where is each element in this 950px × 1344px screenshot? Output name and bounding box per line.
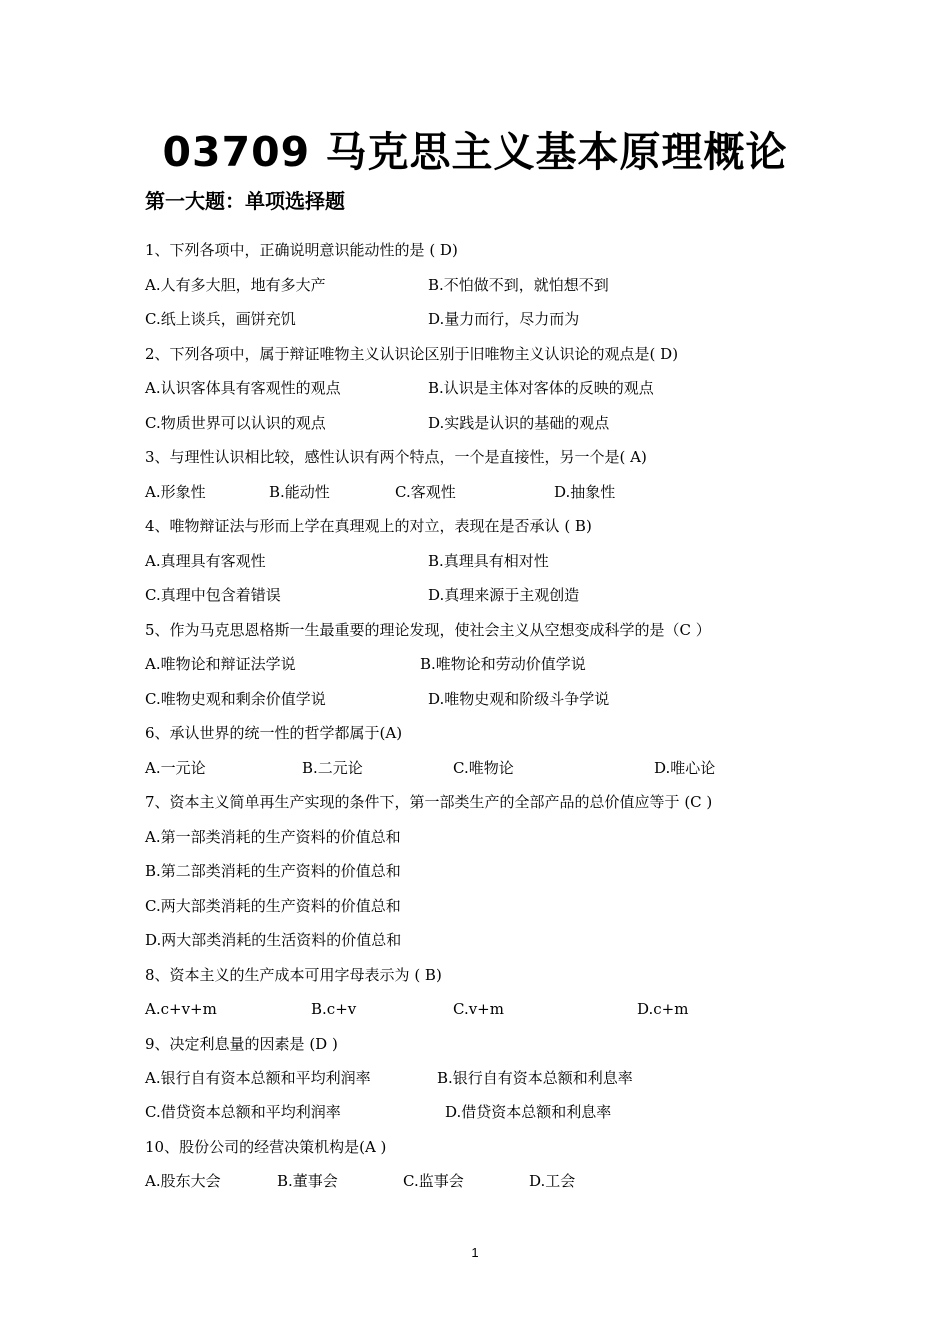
option-c: C.唯物论 (453, 759, 514, 777)
option-a: A.认识客体具有客观性的观点 (145, 379, 341, 397)
question-7: 7、资本主义简单再生产实现的条件下，第一部类生产的全部产品的总价值应等于 (C ) (145, 793, 713, 811)
option-a: A.唯物论和辩证法学说 (145, 655, 296, 673)
option-d: D.借贷资本总额和利息率 (445, 1103, 612, 1121)
option-c: C.v+m (453, 1000, 504, 1018)
section-heading: 第一大题：单项选择题 (145, 189, 345, 213)
option-b: B.第二部类消耗的生产资料的价值总和 (145, 862, 401, 880)
option-b: B.银行自有资本总额和利息率 (437, 1069, 633, 1087)
question-10: 10、股份公司的经营决策机构是(A ) (145, 1138, 387, 1156)
option-c: C.客观性 (395, 483, 456, 501)
question-8: 8、资本主义的生产成本可用字母表示为 ( B) (145, 966, 442, 984)
option-b: B.能动性 (269, 483, 330, 501)
option-a: A.c+v+m (145, 1000, 217, 1018)
option-b: B.二元论 (302, 759, 363, 777)
option-c: C.真理中包含着错误 (145, 586, 281, 604)
question-3: 3、与理性认识相比较，感性认识有两个特点，一个是直接性，另一个是( A) (145, 448, 647, 466)
option-b: B.不怕做不到，就怕想不到 (428, 276, 609, 294)
question-1: 1、下列各项中，正确说明意识能动性的是 ( D) (145, 241, 458, 259)
option-b: B.董事会 (277, 1172, 338, 1190)
option-a: A.第一部类消耗的生产资料的价值总和 (145, 828, 401, 846)
option-c: C.借贷资本总额和平均利润率 (145, 1103, 341, 1121)
option-d: D.唯心论 (654, 759, 716, 777)
option-d: D.唯物史观和阶级斗争学说 (428, 690, 610, 708)
option-d: D.两大部类消耗的生活资料的价值总和 (145, 931, 402, 949)
option-a: A.银行自有资本总额和平均利润率 (145, 1069, 371, 1087)
option-b: B.认识是主体对客体的反映的观点 (428, 379, 654, 397)
option-a: A.真理具有客观性 (145, 552, 266, 570)
option-d: D.c+m (637, 1000, 689, 1018)
option-d: D.抽象性 (554, 483, 616, 501)
option-b: B.唯物论和劳动价值学说 (420, 655, 586, 673)
question-5: 5、作为马克思恩格斯一生最重要的理论发现，使社会主义从空想变成科学的是（C ） (145, 621, 711, 639)
option-c: C.唯物史观和剩余价值学说 (145, 690, 326, 708)
option-d: D.实践是认识的基础的观点 (428, 414, 610, 432)
option-a: A.一元论 (145, 759, 206, 777)
option-c: C.两大部类消耗的生产资料的价值总和 (145, 897, 401, 915)
option-d: D.真理来源于主观创造 (428, 586, 580, 604)
page-number: 1 (471, 1245, 479, 1260)
option-a: A.股东大会 (145, 1172, 221, 1190)
option-b: B.真理具有相对性 (428, 552, 549, 570)
option-c: C.监事会 (403, 1172, 464, 1190)
option-a: A.形象性 (145, 483, 206, 501)
option-b: B.c+v (311, 1000, 357, 1018)
question-6: 6、承认世界的统一性的哲学都属于(A) (145, 724, 403, 742)
document-title: 03709 马克思主义基本原理概论 (162, 128, 788, 176)
option-d: D.量力而行，尽力而为 (428, 310, 580, 328)
question-2: 2、下列各项中，属于辩证唯物主义认识论区别于旧唯物主义认识论的观点是( D) (145, 345, 679, 363)
option-d: D.工会 (529, 1172, 576, 1190)
question-4: 4、唯物辩证法与形而上学在真理观上的对立，表现在是否承认 ( B) (145, 517, 592, 535)
option-a: A.人有多大胆，地有多大产 (145, 276, 326, 294)
option-c: C.物质世界可以认识的观点 (145, 414, 326, 432)
question-9: 9、决定利息量的因素是 (D ) (145, 1035, 338, 1053)
option-c: C.纸上谈兵，画饼充饥 (145, 310, 296, 328)
